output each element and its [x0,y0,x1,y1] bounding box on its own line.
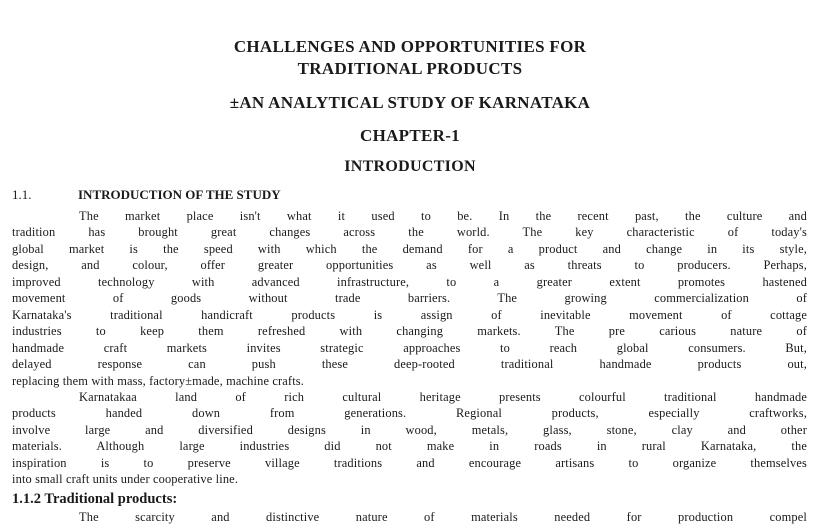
title-line-3: ±AN ANALYTICAL STUDY OF KARNATAKA [229,93,591,112]
paragraph-line: The market place isn't what it used to be. In the recent past, the culture and [79,209,807,223]
paragraph-line: design, and colour, offer greater opportunities as well as threats to producers. Perhaps, [12,258,807,273]
section-heading [12,186,820,204]
paragraph-2 [12,389,807,488]
subsection-heading: 1.1.2 Traditional products: [12,490,178,507]
paragraph-line: inspiration is to preserve village traditions and encourage artisans to organize themselves [12,455,807,470]
section-title: INTRODUCTION OF THE STUDY [78,187,281,202]
paragraph-line: improved technology with advanced infrastructure, to a greater extent promotes hastened [12,274,807,289]
paragraph-line: handmade craft markets invites strategic approaches to reach global consumers. But, [12,340,807,355]
paragraph-line: The scarcity and distinctive nature of materials needed for production compel [79,509,807,524]
paragraph-line: replacing them with mass, factory±made, machine crafts. [12,373,305,388]
paragraph-line: materials. Although large industries did not make in roads in rural Karnataka, the [12,439,807,454]
paragraph-line: movement of goods without trade barriers. The growing commercialization of [12,291,807,306]
paragraph-line: Karnataka's traditional handicraft products is assign of inevitable movement of cottage [12,307,807,322]
introduction-heading: INTRODUCTION [344,158,476,175]
paragraph-line: tradition has brought great changes across the world. The key characteristic of today's [12,225,807,240]
paragraph-line: industries to keep them refreshed with changing markets. The pre carious nature of [12,324,807,339]
paragraph-line: products handed down from generations. Regional products, especially craftworks, [12,406,807,421]
paragraph-line: global market is the speed with which the demand for a product and change in its style, [12,241,807,256]
chapter-heading: CHAPTER-1 [360,126,460,145]
paragraph-3 [12,509,807,525]
paragraph-1 [12,208,807,389]
title-line-2: TRADITIONAL PRODUCTS [297,59,523,78]
paragraph-line: involve large and diversified designs in wood, metals, glass, stone, clay and other [12,422,807,437]
title-line-1: CHALLENGES AND OPPORTUNITIES FOR [233,37,587,56]
paragraph-line: into small craft units under cooperative line. [12,472,239,487]
section-number: 1.1. [12,187,32,202]
paragraph-line: Karnatakaa land of rich cultural heritage presents colourful traditional handmade [79,389,807,404]
paragraph-line: delayed response can push these deep-rooted traditional handmade products out, [12,357,807,372]
